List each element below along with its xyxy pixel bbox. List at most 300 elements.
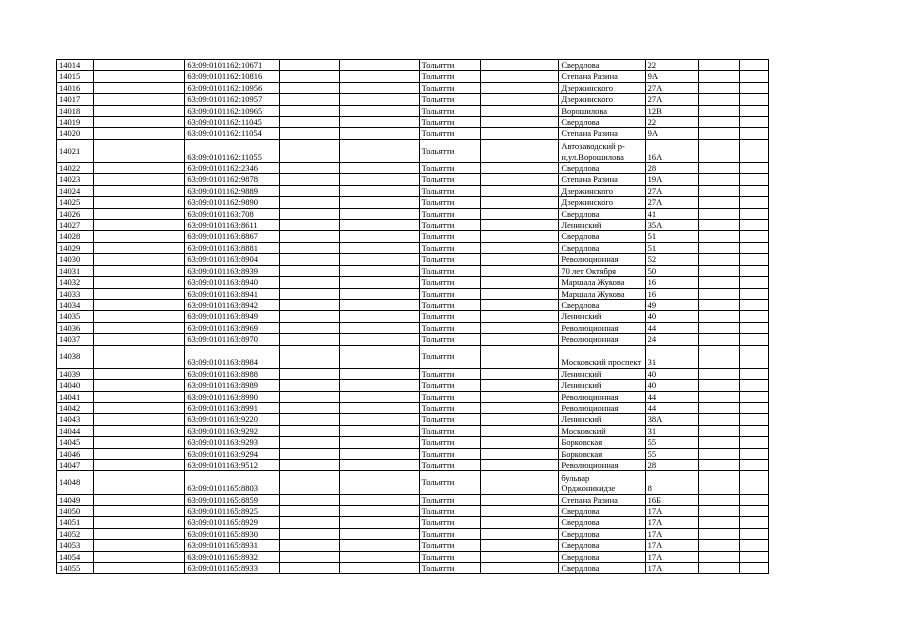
house-number-cell: 28: [645, 163, 698, 174]
city-cell: Тольятти: [419, 208, 481, 219]
empty-cell: [339, 402, 419, 413]
cadastral-number-cell: 63:09:0101163:8941: [185, 288, 280, 299]
empty-cell: [339, 163, 419, 174]
empty-cell: [740, 139, 769, 162]
empty-cell: [481, 311, 559, 322]
house-number-cell: 8: [645, 471, 698, 494]
city-cell: Тольятти: [419, 277, 481, 288]
empty-cell: [740, 71, 769, 82]
empty-cell: [699, 299, 740, 310]
empty-cell: [481, 128, 559, 139]
city-cell: Тольятти: [419, 459, 481, 470]
empty-cell: [699, 540, 740, 551]
city-cell: Тольятти: [419, 299, 481, 310]
city-cell: Тольятти: [419, 82, 481, 93]
empty-cell: [93, 220, 184, 231]
empty-cell: [339, 505, 419, 516]
house-number-cell: 40: [645, 380, 698, 391]
empty-cell: [93, 380, 184, 391]
empty-cell: [699, 242, 740, 253]
table-row: [57, 505, 769, 516]
empty-cell: [93, 459, 184, 470]
house-number-cell: 27А: [645, 185, 698, 196]
street-cell: Маршала Жукова: [559, 277, 645, 288]
house-number-cell: 16: [645, 277, 698, 288]
empty-cell: [481, 82, 559, 93]
city-cell: Тольятти: [419, 517, 481, 528]
house-number-cell: 38А: [645, 414, 698, 425]
empty-cell: [481, 391, 559, 402]
empty-cell: [279, 322, 339, 333]
empty-cell: [699, 208, 740, 219]
city-cell: Тольятти: [419, 345, 481, 368]
street-cell: Свердлова: [559, 551, 645, 562]
record-number-cell: 14014: [57, 60, 94, 71]
house-number-cell: 24: [645, 334, 698, 345]
street-cell: Борковская: [559, 448, 645, 459]
empty-cell: [699, 494, 740, 505]
city-cell: Тольятти: [419, 242, 481, 253]
cadastral-number-cell: 63:09:0101165:8929: [185, 517, 280, 528]
empty-cell: [481, 94, 559, 105]
empty-cell: [699, 414, 740, 425]
empty-cell: [481, 448, 559, 459]
empty-cell: [699, 128, 740, 139]
empty-cell: [481, 528, 559, 539]
empty-cell: [740, 277, 769, 288]
empty-cell: [481, 174, 559, 185]
table-row: [57, 163, 769, 174]
empty-cell: [279, 368, 339, 379]
empty-cell: [93, 128, 184, 139]
empty-cell: [699, 231, 740, 242]
empty-cell: [93, 391, 184, 402]
empty-cell: [740, 505, 769, 516]
empty-cell: [481, 208, 559, 219]
house-number-cell: 28: [645, 459, 698, 470]
empty-cell: [279, 277, 339, 288]
house-number-cell: 50: [645, 265, 698, 276]
empty-cell: [339, 254, 419, 265]
empty-cell: [93, 494, 184, 505]
table-row: [57, 242, 769, 253]
table-row: [57, 414, 769, 425]
empty-cell: [481, 254, 559, 265]
empty-cell: [481, 368, 559, 379]
empty-cell: [740, 528, 769, 539]
empty-cell: [339, 459, 419, 470]
empty-cell: [93, 105, 184, 116]
street-cell: Свердлова: [559, 563, 645, 574]
empty-cell: [279, 540, 339, 551]
empty-cell: [279, 128, 339, 139]
empty-cell: [339, 414, 419, 425]
empty-cell: [339, 551, 419, 562]
empty-cell: [699, 82, 740, 93]
street-cell: Свердлова: [559, 163, 645, 174]
empty-cell: [339, 117, 419, 128]
city-cell: Тольятти: [419, 128, 481, 139]
house-number-cell: 51: [645, 231, 698, 242]
empty-cell: [339, 277, 419, 288]
empty-cell: [93, 368, 184, 379]
empty-cell: [279, 414, 339, 425]
empty-cell: [699, 345, 740, 368]
street-cell: Революционная: [559, 459, 645, 470]
empty-cell: [481, 402, 559, 413]
table-row: [57, 105, 769, 116]
house-number-cell: 12В: [645, 105, 698, 116]
empty-cell: [699, 402, 740, 413]
empty-cell: [279, 242, 339, 253]
empty-cell: [740, 345, 769, 368]
house-number-cell: 22: [645, 117, 698, 128]
city-cell: Тольятти: [419, 163, 481, 174]
empty-cell: [339, 299, 419, 310]
empty-cell: [279, 425, 339, 436]
empty-cell: [740, 368, 769, 379]
empty-cell: [93, 265, 184, 276]
table-row: [57, 322, 769, 333]
record-number-cell: 14052: [57, 528, 94, 539]
house-number-cell: 19А: [645, 174, 698, 185]
empty-cell: [93, 334, 184, 345]
table-body: [57, 60, 769, 574]
empty-cell: [339, 174, 419, 185]
empty-cell: [699, 197, 740, 208]
record-number-cell: 14040: [57, 380, 94, 391]
table-row: [57, 71, 769, 82]
record-number-cell: 14043: [57, 414, 94, 425]
empty-cell: [279, 60, 339, 71]
empty-cell: [699, 437, 740, 448]
empty-cell: [339, 94, 419, 105]
empty-cell: [339, 368, 419, 379]
empty-cell: [740, 551, 769, 562]
empty-cell: [481, 517, 559, 528]
record-number-cell: 14020: [57, 128, 94, 139]
street-cell: Свердлова: [559, 505, 645, 516]
empty-cell: [740, 414, 769, 425]
street-cell: Революционная: [559, 402, 645, 413]
record-number-cell: 14026: [57, 208, 94, 219]
table-row: [57, 437, 769, 448]
record-number-cell: 14031: [57, 265, 94, 276]
street-cell: Свердлова: [559, 231, 645, 242]
record-number-cell: 14042: [57, 402, 94, 413]
empty-cell: [740, 380, 769, 391]
street-cell: Ленинский: [559, 311, 645, 322]
empty-cell: [93, 254, 184, 265]
city-cell: Тольятти: [419, 414, 481, 425]
cadastral-number-cell: 63:09:0101163:9293: [185, 437, 280, 448]
house-number-cell: 35А: [645, 220, 698, 231]
empty-cell: [339, 380, 419, 391]
empty-cell: [740, 242, 769, 253]
city-cell: Тольятти: [419, 231, 481, 242]
empty-cell: [740, 459, 769, 470]
record-number-cell: 14032: [57, 277, 94, 288]
record-number-cell: 14029: [57, 242, 94, 253]
table-row: [57, 174, 769, 185]
empty-cell: [740, 197, 769, 208]
empty-cell: [481, 139, 559, 162]
empty-cell: [339, 345, 419, 368]
street-cell: 70 лет Октября: [559, 265, 645, 276]
record-number-cell: 14023: [57, 174, 94, 185]
table-row: [57, 471, 769, 494]
table-row: [57, 128, 769, 139]
empty-cell: [740, 425, 769, 436]
empty-cell: [93, 402, 184, 413]
empty-cell: [740, 391, 769, 402]
street-cell: Свердлова: [559, 242, 645, 253]
record-number-cell: 14027: [57, 220, 94, 231]
empty-cell: [740, 322, 769, 333]
record-number-cell: 14017: [57, 94, 94, 105]
empty-cell: [699, 117, 740, 128]
record-number-cell: 14028: [57, 231, 94, 242]
city-cell: Тольятти: [419, 540, 481, 551]
empty-cell: [339, 425, 419, 436]
city-cell: Тольятти: [419, 60, 481, 71]
empty-cell: [481, 551, 559, 562]
empty-cell: [481, 71, 559, 82]
empty-cell: [481, 197, 559, 208]
cadastral-number-cell: 63:09:0101163:8949: [185, 311, 280, 322]
table-row: [57, 60, 769, 71]
empty-cell: [93, 437, 184, 448]
empty-cell: [740, 208, 769, 219]
empty-cell: [740, 163, 769, 174]
cadastral-number-cell: 63:09:0101162:11045: [185, 117, 280, 128]
city-cell: Тольятти: [419, 139, 481, 162]
table-row: [57, 380, 769, 391]
city-cell: Тольятти: [419, 220, 481, 231]
empty-cell: [93, 288, 184, 299]
street-cell: Дзержинского: [559, 197, 645, 208]
street-cell: Свердлова: [559, 528, 645, 539]
cadastral-number-cell: 63:09:0101162:10957: [185, 94, 280, 105]
cadastral-number-cell: 63:09:0101163:8940: [185, 277, 280, 288]
street-cell: Борковская: [559, 437, 645, 448]
empty-cell: [93, 414, 184, 425]
empty-cell: [93, 517, 184, 528]
table-row: [57, 425, 769, 436]
street-cell: Свердлова: [559, 517, 645, 528]
empty-cell: [699, 425, 740, 436]
cadastral-number-cell: 63:09:0101165:8933: [185, 563, 280, 574]
house-number-cell: 16Б: [645, 494, 698, 505]
record-number-cell: 14055: [57, 563, 94, 574]
empty-cell: [699, 277, 740, 288]
street-cell: Свердлова: [559, 299, 645, 310]
street-cell: Революционная: [559, 254, 645, 265]
cadastral-number-cell: 63:09:0101163:8984: [185, 345, 280, 368]
cadastral-number-cell: 63:09:0101162:2346: [185, 163, 280, 174]
house-number-cell: 17А: [645, 563, 698, 574]
street-cell: Свердлова: [559, 208, 645, 219]
empty-cell: [481, 60, 559, 71]
cadastral-number-cell: 63:09:0101163:8991: [185, 402, 280, 413]
city-cell: Тольятти: [419, 265, 481, 276]
empty-cell: [740, 128, 769, 139]
street-cell: бульвар Орджоникидзе: [559, 471, 645, 494]
record-number-cell: 14021: [57, 139, 94, 162]
city-cell: Тольятти: [419, 322, 481, 333]
empty-cell: [279, 71, 339, 82]
street-cell: Маршала Жукова: [559, 288, 645, 299]
table-row: [57, 254, 769, 265]
empty-cell: [93, 231, 184, 242]
empty-cell: [339, 71, 419, 82]
empty-cell: [699, 459, 740, 470]
empty-cell: [279, 94, 339, 105]
table-row: [57, 391, 769, 402]
empty-cell: [481, 231, 559, 242]
empty-cell: [699, 448, 740, 459]
record-number-cell: 14034: [57, 299, 94, 310]
empty-cell: [93, 242, 184, 253]
empty-cell: [93, 551, 184, 562]
cadastral-number-cell: 63:09:0101162:10956: [185, 82, 280, 93]
street-cell: Свердлова: [559, 540, 645, 551]
empty-cell: [699, 380, 740, 391]
empty-cell: [93, 208, 184, 219]
empty-cell: [481, 277, 559, 288]
empty-cell: [93, 540, 184, 551]
empty-cell: [93, 505, 184, 516]
empty-cell: [699, 105, 740, 116]
empty-cell: [93, 322, 184, 333]
empty-cell: [339, 288, 419, 299]
empty-cell: [339, 540, 419, 551]
record-number-cell: 14049: [57, 494, 94, 505]
table-row: [57, 185, 769, 196]
house-number-cell: 27А: [645, 197, 698, 208]
cadastral-number-cell: 63:09:0101163:8969: [185, 322, 280, 333]
cadastral-number-cell: 63:09:0101165:8803: [185, 471, 280, 494]
city-cell: Тольятти: [419, 311, 481, 322]
cadastral-number-cell: 63:09:0101163:8881: [185, 242, 280, 253]
empty-cell: [93, 82, 184, 93]
empty-cell: [279, 139, 339, 162]
street-cell: Ленинский: [559, 414, 645, 425]
empty-cell: [481, 345, 559, 368]
cadastral-number-cell: 63:09:0101163:8611: [185, 220, 280, 231]
cadastral-number-cell: 63:09:0101163:8867: [185, 231, 280, 242]
record-number-cell: 14035: [57, 311, 94, 322]
empty-cell: [699, 139, 740, 162]
table-row: [57, 117, 769, 128]
empty-cell: [339, 517, 419, 528]
empty-cell: [740, 94, 769, 105]
street-cell: Ленинский: [559, 380, 645, 391]
empty-cell: [279, 197, 339, 208]
empty-cell: [339, 448, 419, 459]
table-row: [57, 551, 769, 562]
table-row: [57, 265, 769, 276]
house-number-cell: 17А: [645, 540, 698, 551]
house-number-cell: 44: [645, 402, 698, 413]
cadastral-number-cell: 63:09:0101162:9878: [185, 174, 280, 185]
cadastral-number-cell: 63:09:0101162:9890: [185, 197, 280, 208]
city-cell: Тольятти: [419, 174, 481, 185]
street-cell: Свердлова: [559, 60, 645, 71]
empty-cell: [279, 311, 339, 322]
empty-cell: [93, 139, 184, 162]
table-row: [57, 448, 769, 459]
cadastral-number-cell: 63:09:0101163:9294: [185, 448, 280, 459]
empty-cell: [93, 174, 184, 185]
record-number-cell: 14039: [57, 368, 94, 379]
empty-cell: [740, 334, 769, 345]
empty-cell: [481, 540, 559, 551]
table-row: [57, 139, 769, 162]
empty-cell: [339, 105, 419, 116]
record-number-cell: 14025: [57, 197, 94, 208]
house-number-cell: 31: [645, 345, 698, 368]
empty-cell: [279, 299, 339, 310]
record-number-cell: 14030: [57, 254, 94, 265]
record-number-cell: 14048: [57, 471, 94, 494]
empty-cell: [93, 299, 184, 310]
empty-cell: [481, 563, 559, 574]
empty-cell: [699, 311, 740, 322]
empty-cell: [699, 254, 740, 265]
empty-cell: [93, 60, 184, 71]
empty-cell: [481, 105, 559, 116]
cadastral-number-cell: 63:09:0101162:11055: [185, 139, 280, 162]
house-number-cell: 49: [645, 299, 698, 310]
city-cell: Тольятти: [419, 563, 481, 574]
table-row: [57, 368, 769, 379]
table-row: [57, 563, 769, 574]
street-cell: Ленинский: [559, 368, 645, 379]
empty-cell: [740, 117, 769, 128]
empty-cell: [339, 220, 419, 231]
empty-cell: [481, 185, 559, 196]
empty-cell: [93, 277, 184, 288]
house-number-cell: 55: [645, 448, 698, 459]
empty-cell: [279, 117, 339, 128]
house-number-cell: 17А: [645, 551, 698, 562]
empty-cell: [481, 494, 559, 505]
empty-cell: [699, 517, 740, 528]
record-number-cell: 14051: [57, 517, 94, 528]
house-number-cell: 31: [645, 425, 698, 436]
record-number-cell: 14050: [57, 505, 94, 516]
cadastral-number-cell: 63:09:0101163:8970: [185, 334, 280, 345]
empty-cell: [279, 174, 339, 185]
empty-cell: [699, 174, 740, 185]
empty-cell: [699, 265, 740, 276]
city-cell: Тольятти: [419, 391, 481, 402]
house-number-cell: 41: [645, 208, 698, 219]
empty-cell: [699, 334, 740, 345]
empty-cell: [481, 299, 559, 310]
house-number-cell: 9А: [645, 71, 698, 82]
cadastral-number-cell: 63:09:0101163:8988: [185, 368, 280, 379]
record-number-cell: 14053: [57, 540, 94, 551]
city-cell: Тольятти: [419, 105, 481, 116]
table-row: [57, 334, 769, 345]
city-cell: Тольятти: [419, 197, 481, 208]
empty-cell: [699, 322, 740, 333]
empty-cell: [279, 551, 339, 562]
empty-cell: [279, 471, 339, 494]
empty-cell: [481, 163, 559, 174]
